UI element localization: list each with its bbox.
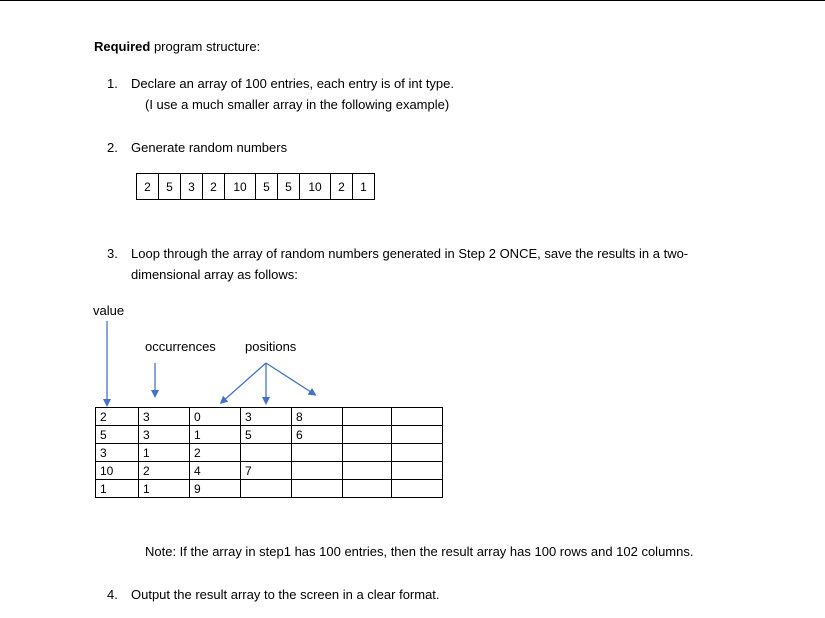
position-cell [343,408,392,426]
step-1-subtext: (I use a much smaller array in the following example) [145,97,450,112]
position-cell [292,480,343,498]
value-cell: 3 [96,444,139,462]
positions-arrow-right [266,363,314,394]
position-cell [241,444,292,462]
note-text: Note: If the array in step1 has 100 entries, then the result array has 100 rows and 102 columns. [145,544,694,559]
value-cell: 10 [96,462,139,480]
table-row [96,480,443,498]
position-cell [292,444,343,462]
array-cell: 2 [203,174,225,200]
position-cell [241,480,292,498]
step-4-number: 4. [107,587,118,602]
position-cell: 7 [241,462,292,480]
position-cell: 3 [241,408,292,426]
position-cell: 8 [292,408,343,426]
value-cell: 2 [96,408,139,426]
step-1-text: Declare an array of 100 entries, each entry is of int type. [131,76,455,91]
occurrences-cell: 1 [139,444,190,462]
label-occurrences: occurrences [145,339,216,354]
position-cell [343,462,392,480]
position-cell: 5 [241,426,292,444]
occurrences-cell: 3 [139,426,190,444]
array-cell: 2 [137,174,159,200]
position-cell: 4 [190,462,241,480]
step-3-text: Loop through the array of random numbers generated in Step 2 ONCE, save the results in a two- [131,246,689,261]
position-cell [343,426,392,444]
position-cell [392,462,443,480]
value-cell: 5 [96,426,139,444]
table-row [96,408,443,426]
occurrences-cell: 3 [139,408,190,426]
position-cell [392,408,443,426]
table-row [96,444,443,462]
array-cell: 5 [256,174,278,200]
occurrences-cell: 2 [139,462,190,480]
section-heading: Required program structure: [94,39,261,54]
array-cell: 10 [300,174,331,200]
array-cell: 5 [278,174,300,200]
array-cell: 5 [159,174,181,200]
array-cell: 3 [181,174,203,200]
step-2-text: Generate random numbers [131,140,288,155]
label-value: value [93,303,125,318]
position-cell: 9 [190,480,241,498]
array-cell: 10 [225,174,256,200]
value-cell: 1 [96,480,139,498]
result-array [95,407,443,498]
table-row [96,462,443,480]
table-row [96,426,443,444]
position-cell: 1 [190,426,241,444]
position-cell [392,480,443,498]
occurrences-cell: 1 [139,480,190,498]
position-cell [343,444,392,462]
position-cell: 2 [190,444,241,462]
step-4-text: Output the result array to the screen in a clear format. [131,587,440,602]
array-cell: 1 [353,174,375,200]
position-cell: 0 [190,408,241,426]
step-3-number: 3. [107,246,118,261]
step-3-text-continued: dimensional array as follows: [131,267,298,282]
step-2-number: 2. [107,140,118,155]
position-cell: 6 [292,426,343,444]
label-positions: positions [245,339,297,354]
positions-arrow-left [222,363,266,402]
position-cell [343,480,392,498]
position-cell [292,462,343,480]
position-cell [392,426,443,444]
position-cell [392,444,443,462]
array-cell: 2 [331,174,353,200]
step-1-number: 1. [107,76,118,91]
